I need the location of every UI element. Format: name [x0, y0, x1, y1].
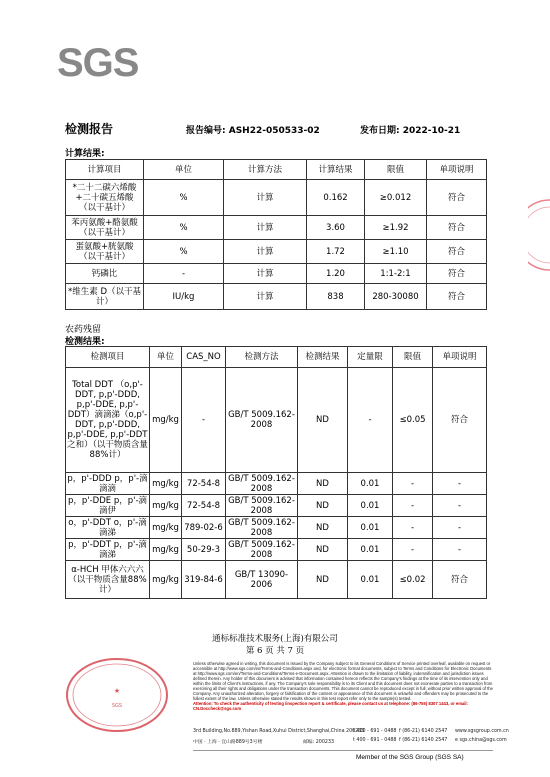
svg-text:★: ★ — [113, 687, 121, 695]
page-number: 第 6 页 共 7 页 — [245, 646, 305, 656]
pest-cell: Total DDT （o,p'-DDT, p,p'-DDD, p,p'-DDE, p,p'-DDT）滴滴涕（o,p'-DDT, p,p'-DDD, p,p'-DDE, p,p'-DDT之和）（以干物质含量88%计） — [66, 368, 150, 473]
calc-col-header: 计算方法 — [224, 160, 307, 180]
pest-cell: - — [433, 517, 487, 539]
footer-divider — [193, 750, 493, 751]
calc-cell: 280-30080 — [365, 284, 427, 310]
pest-cell: - — [393, 517, 433, 539]
calc-cell: 838 — [307, 284, 365, 310]
pest-row — [66, 473, 487, 495]
pesticide-section-title: 农药残留 — [65, 325, 102, 335]
pest-cell: - — [433, 539, 487, 561]
calc-col-header: 计算项目 — [66, 160, 144, 180]
calc-cell: 计算 — [224, 180, 307, 216]
calc-cell: 符合 — [427, 180, 487, 216]
calc-col-header: 单位 — [144, 160, 224, 180]
pest-cell: ND — [298, 368, 348, 473]
pest-cell: 789-02-6 — [182, 517, 226, 539]
pest-row — [66, 539, 487, 561]
pest-cell: ND — [298, 495, 348, 517]
pest-cell: 72-54-8 — [182, 495, 226, 517]
address-cn-line — [193, 738, 507, 745]
pest-cell: - — [433, 473, 487, 495]
pest-cell: 50-29-3 — [182, 539, 226, 561]
sgs-logo — [57, 40, 139, 86]
pest-col-header: 定量限 — [348, 347, 393, 368]
calc-cell: 计算 — [224, 240, 307, 264]
pest-col-header: 单项说明 — [433, 347, 487, 368]
tel-1: t 400 - 691 - 0488 — [353, 729, 397, 734]
calc-row — [66, 180, 487, 216]
calc-cell: % — [144, 240, 224, 264]
calc-cell: 1:1-2:1 — [365, 264, 427, 284]
calc-cell: 蛋氨酸+胱氨酸（以干基计） — [66, 240, 144, 264]
address-cn: 中国 · 上海 · 宜山路889号3号楼 — [193, 740, 263, 745]
official-seal — [62, 655, 172, 735]
report-number: 报告编号: ASH22-050533-02 — [186, 126, 320, 136]
pest-row — [66, 561, 487, 599]
pest-cell: ≤0.05 — [393, 368, 433, 473]
pest-cell: - — [393, 539, 433, 561]
pest-cell: o，p'-DDT o，p'-滴滴涕 — [66, 517, 150, 539]
pest-cell: ND — [298, 473, 348, 495]
pest-col-header: 检测方法 — [226, 347, 298, 368]
calc-cell: 3.60 — [307, 216, 365, 240]
calc-cell: ≥0.012 — [365, 180, 427, 216]
pest-cell: ND — [298, 561, 348, 599]
issue-date: 发布日期: 2022-10-21 — [360, 126, 461, 136]
pest-cell: 符合 — [433, 561, 487, 599]
calc-section-title: 计算结果: — [65, 149, 105, 159]
postcode: 邮编: 200233 — [303, 740, 335, 745]
pest-col-header: CAS_NO — [182, 347, 226, 368]
pest-cell: - — [393, 473, 433, 495]
calc-cell: % — [144, 180, 224, 216]
pest-cell: 72-54-8 — [182, 473, 226, 495]
pest-cell: mg/kg — [150, 561, 182, 599]
pest-cell: GB/T 13090-2006 — [226, 561, 298, 599]
address-en: 3rd Building,No.889,Yishan Road,Xuhui District,Shanghai,China 200233 — [193, 729, 365, 734]
pest-cell: GB/T 5009.162-2008 — [226, 539, 298, 561]
pest-cell: - — [393, 495, 433, 517]
pest-row — [66, 517, 487, 539]
pest-cell: ≤0.02 — [393, 561, 433, 599]
terms-fine-print — [193, 661, 493, 711]
address-en-line — [193, 729, 509, 734]
calc-results-table — [65, 159, 487, 310]
calc-cell: % — [144, 216, 224, 240]
fax-1: f (86-21) 6140 2547 — [399, 729, 448, 734]
calc-cell: 钙磷比 — [66, 264, 144, 284]
pest-cell: 0.01 — [348, 473, 393, 495]
pest-cell: GB/T 5009.162-2008 — [226, 368, 298, 473]
pest-cell: p，p'-DDE p，p'-滴滴伊 — [66, 495, 150, 517]
pest-cell: p，p'-DDT p，p'-滴滴涕 — [66, 539, 150, 561]
pest-cell: 0.01 — [348, 539, 393, 561]
pest-cell: 符合 — [433, 368, 487, 473]
pest-cell: - — [433, 495, 487, 517]
pest-cell: GB/T 5009.162-2008 — [226, 495, 298, 517]
calc-col-header: 单项说明 — [427, 160, 487, 180]
pest-cell: p，p'-DDD p，p'-滴滴滴 — [67, 473, 148, 494]
calc-cell: 计算 — [224, 284, 307, 310]
calc-row — [66, 216, 487, 240]
pest-col-header: 检测结果 — [298, 347, 348, 368]
calc-cell: 符合 — [427, 240, 487, 264]
pest-cell: mg/kg — [150, 368, 182, 473]
calc-cell: 计算 — [224, 264, 307, 284]
pest-cell: 0.01 — [348, 517, 393, 539]
tel-2: t 400 - 691 - 0488 — [353, 738, 397, 743]
pest-row — [66, 368, 487, 473]
pest-cell: 319-84-6 — [182, 561, 226, 599]
calc-cell: 1.20 — [307, 264, 365, 284]
calc-cell: ≥1.10 — [365, 240, 427, 264]
calc-cell: 符合 — [427, 284, 487, 310]
web: www.sgsgroup.com.cn — [455, 729, 509, 734]
calc-cell: *维生素 D（以干基计） — [66, 284, 144, 310]
pest-cell: ND — [298, 517, 348, 539]
calc-cell: 计算 — [224, 216, 307, 240]
pest-cell: 0.01 — [348, 561, 393, 599]
pest-col-header: 限值 — [393, 347, 433, 368]
pest-cell: α-HCH 甲体六六六（以干物质含量88%计） — [66, 561, 150, 599]
calc-row — [66, 264, 487, 284]
member-line: Member of the SGS Group (SGS SA) — [356, 754, 464, 761]
pest-cell: mg/kg — [150, 495, 182, 517]
calc-cell: 1.72 — [307, 240, 365, 264]
calc-cell: 苯丙氨酸+酪氨酸（以干基计） — [66, 216, 144, 240]
fax-2: f (86-21) 6140 2547 — [399, 738, 448, 743]
pest-cell: - — [348, 368, 393, 473]
side-seal-stamp — [528, 195, 550, 275]
calc-cell: 符合 — [427, 216, 487, 240]
calc-cell: *二十二碳六烯酸+二十碳五烯酸（以干基计） — [66, 180, 144, 216]
attention-text: Attention: To check the authenticity of testing /inspection report & certificate, please contact us at telephone: (86-755) 8307 1443, or email: CN.Doccheck@sgs.com — [193, 701, 468, 711]
email: e sgs.china@sgs.com — [455, 738, 507, 743]
pest-col-header: 检测项目 — [66, 347, 150, 368]
pest-cell: GB/T 5009.162-2008 — [226, 517, 298, 539]
pest-cell: 0.01 — [348, 495, 393, 517]
pest-row — [66, 495, 487, 517]
pest-cell: mg/kg — [150, 539, 182, 561]
svg-text:SGS: SGS — [111, 703, 123, 709]
calc-cell: 0.162 — [307, 180, 365, 216]
calc-cell: ≥1.92 — [365, 216, 427, 240]
pest-col-header: 单位 — [150, 347, 182, 368]
logo-text: SGS — [57, 41, 139, 85]
calc-cell: IU/kg — [144, 284, 224, 310]
pesticide-subtitle: 检测结果: — [65, 337, 105, 347]
pest-cell: - — [182, 368, 226, 473]
pesticide-results-table — [65, 346, 487, 599]
calc-cell: - — [144, 264, 224, 284]
calc-row — [66, 240, 487, 264]
pest-cell: mg/kg — [150, 473, 182, 495]
pest-cell: GB/T 5009.162-2008 — [226, 473, 298, 495]
page-title: 检测报告 — [65, 122, 114, 136]
pest-cell: ND — [298, 539, 348, 561]
calc-col-header: 限值 — [365, 160, 427, 180]
calc-cell: 符合 — [427, 264, 487, 284]
footer-company: 通标标准技术服务(上海)有限公司 — [212, 634, 338, 644]
calc-col-header: 计算结果 — [307, 160, 365, 180]
calc-row — [66, 284, 487, 310]
terms-text: Unless otherwise agreed in writing, this document is issued by the Company subject to its General Conditions of Service printed overleaf, available on request or accessible at http://www.sgs.com/en/Terms-and-Conditions.aspx and, for electronic format documents, subject to Terms and Conditions for Electronic Documents at http://www.sgs.com/en/Terms-and-Conditions/Terms-e-Document.aspx. Attention is drawn to the limitation of liability, indemnification and jurisdiction issues defined therein. Any holder of this document is advised that information contained hereon reflects the Company's findings at the time of its intervention only and within the limits of Client's instructions, if any. The Company's sole responsibility is to its Client and this document does not exonerate parties to a transaction from exercising all their rights and obligations under the transaction documents. This document cannot be reproduced except in full, without prior written approval of the Company. Any unauthorized alteration, forgery or falsification of the content or appearance of this document is unlawful and offenders may be prosecuted to the fullest extent of the law. Unless otherwise stated the results shown in this test report refer only to the sample(s) tested. — [193, 661, 493, 701]
pest-cell: mg/kg — [150, 517, 182, 539]
